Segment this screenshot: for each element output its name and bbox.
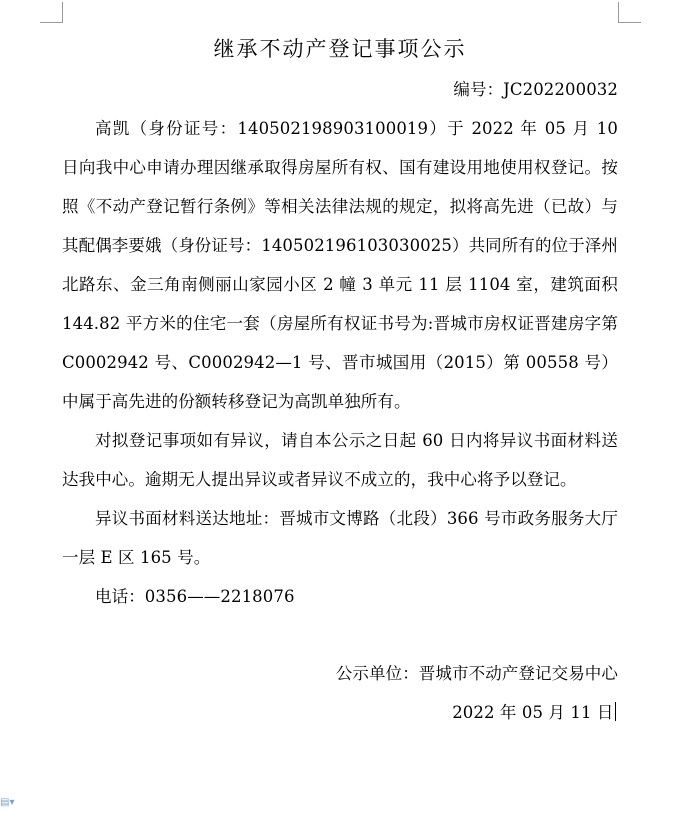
issue-date-line [62,693,618,732]
page-corner-mark-top-right [618,2,641,23]
issuing-unit: 公示单位：晋城市不动产登记交易中心 [335,664,618,683]
issue-date: 2022 年 05 月 11 日 [452,703,614,722]
document-title: 继承不动产登记事项公示 [213,37,467,61]
page-corner-mark-top-left [40,2,63,23]
document-page[interactable] [62,30,618,732]
phone-line: 电话：0356——2218076 [95,587,295,606]
document-number: 编号：JC202200032 [453,80,618,99]
body-paragraph: 对拟登记事项如有异议，请自本公示之日起 60 日内将异议书面材料送达我中心。逾期无人提出异议或者异议不成立的，我中心将予以登记。 [62,431,618,489]
body-paragraph: 高凯（身份证号：140502198903100019）于 2022 年 05 月 10 日向我中心申请办理因继承取得房屋所有权、国有建设用地使用权登记。按照《不动产登记暂行条例》等相关法律法规的规定，拟将高先进（已故）与其配偶李要娥（身份证号：140502196103030025）共同所有的位于泽州北路东、金三角南侧丽山家园小区 2 幢 3 单元 11 层 1104 室，建筑面积 144.82 平方米的住宅一套（房屋所有权证书号为:晋城市房权证晋建房字第 C0002942 号、C0002942—1 号、晋市城国用（2015）第 00558 号）中属于高先进的份额转移登记为高凯单独所有。 [62,119,618,411]
body-paragraph: 异议书面材料送达地址：晋城市文博路（北段）366 号市政务服务大厅一层 E 区 165 号。 [62,509,618,567]
paragraph-options-icon[interactable]: ▤▾ [0,797,15,808]
text-cursor [615,702,617,721]
